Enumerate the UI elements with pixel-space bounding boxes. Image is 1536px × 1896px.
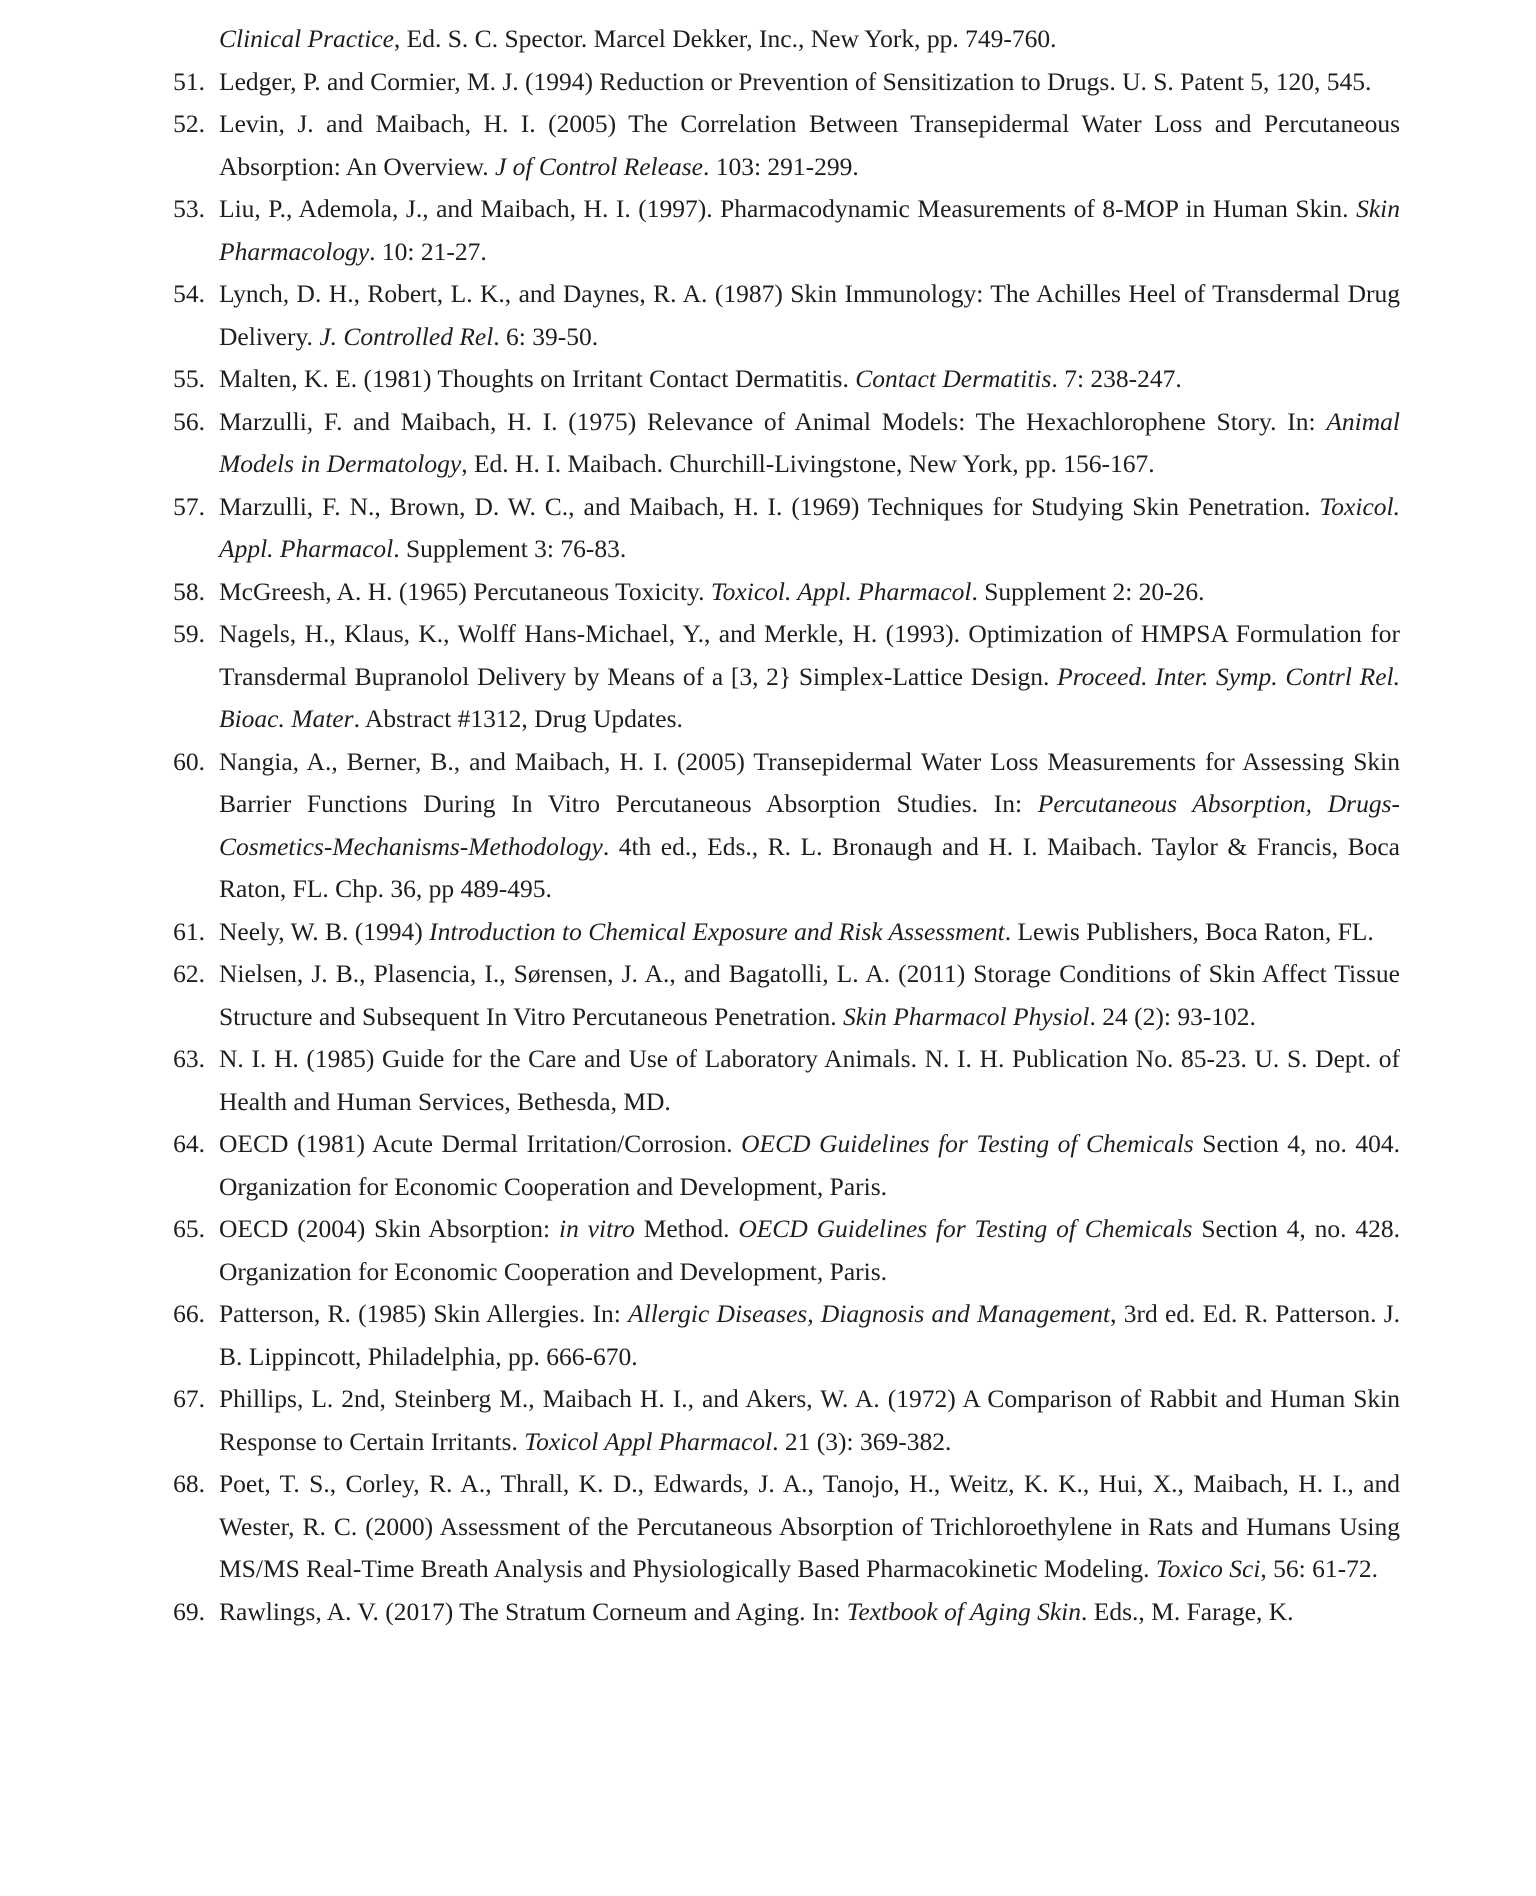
reference-entry (140, 953, 1400, 1038)
reference-segment: Patterson, R. (1985) Skin Allergies. In: (219, 1299, 629, 1328)
reference-number: 53. (173, 194, 205, 223)
reference-segment: . 6: 39-50. (493, 321, 599, 351)
reference-text (219, 486, 1400, 571)
reference-number: 59. (173, 619, 205, 648)
reference-entry (140, 741, 1400, 911)
reference-text (219, 1208, 1400, 1293)
reference-entry (140, 188, 1400, 273)
reference-segment: . Eds., M. Farage, K. (1081, 1596, 1294, 1626)
reference-entry (140, 61, 1400, 104)
reference-text (219, 953, 1400, 1038)
reference-entry (140, 103, 1400, 188)
reference-segment: Marzulli, F. and Maibach, H. I. (1975) Relevance of Animal Models: The Hexachlorophene Story. In: (219, 406, 1327, 436)
reference-text (219, 358, 1400, 401)
reference-italic-segment: Toxico Sci (1155, 1554, 1261, 1583)
reference-segment: OECD (2004) Skin Absorption: (219, 1214, 559, 1243)
reference-entry (140, 1038, 1400, 1123)
reference-entry (140, 18, 1400, 61)
reference-entry (140, 1591, 1400, 1634)
reference-entry (140, 358, 1400, 401)
reference-text (219, 911, 1400, 954)
reference-segment: . 4th ed., Eds., R. L. Bronaugh and H. I. Maibach. Taylor & Francis, Boca Raton, FL. Chp. 36, pp 489-495. (219, 831, 1400, 903)
reference-italic-segment: in vitro (559, 1214, 635, 1243)
reference-segment: . Supplement 2: 20-26. (971, 576, 1205, 606)
reference-number: 68. (173, 1469, 205, 1498)
reference-number: 62. (173, 959, 205, 988)
reference-segment: . Lewis Publishers, Boca Raton, FL. (1004, 916, 1374, 946)
reference-segment: McGreesh, A. H. (1965) Percutaneous Toxicity. (219, 576, 711, 606)
reference-italic-segment: Toxicol. Appl. Pharmacol (219, 491, 1400, 563)
reference-segment: . Supplement 3: 76-83. (393, 534, 627, 563)
reference-number: 60. (173, 746, 205, 776)
reference-entry (140, 571, 1400, 614)
reference-italic-segment: Toxicol. Appl. Pharmacol (710, 576, 972, 606)
reference-text (219, 1038, 1400, 1123)
reference-segment: Lynch, D. H., Robert, L. K., and Daynes, R. A. (1987) Skin Immunology: The Achilles Heel of Transdermal Drug Delivery. (219, 279, 1400, 351)
reference-number: 58. (173, 576, 205, 606)
reference-segment: . 21 (3): 369-382. (772, 1426, 952, 1456)
reference-text (219, 103, 1400, 188)
reference-italic-segment: Percutaneous Absorption, Drugs-Cosmetics-Mechanisms-Methodology (219, 789, 1400, 861)
reference-segment: . 7: 238-247. (1051, 364, 1182, 393)
reference-segment: Phillips, L. 2nd, Steinberg M., Maibach H. I., and Akers, W. A. (1972) A Comparison of Rabbit and Human Skin Response to Certain Irritants. (219, 1384, 1400, 1456)
reference-number: 61. (173, 916, 205, 946)
reference-segment: Malten, K. E. (1981) Thoughts on Irritant Contact Dermatitis. (219, 364, 856, 393)
reference-number: 52. (173, 109, 205, 138)
reference-italic-segment: J. Controlled Rel (319, 321, 494, 351)
reference-entry (140, 401, 1400, 486)
reference-number: 55. (173, 364, 205, 393)
reference-italic-segment: Toxicol Appl Pharmacol (524, 1426, 773, 1456)
reference-italic-segment: Skin Pharmacology (219, 194, 1400, 266)
reference-text (219, 273, 1400, 358)
reference-segment: Section 4, no. 404. Organization for Economic Cooperation and Development, Paris. (219, 1129, 1400, 1201)
reference-segment: Marzulli, F. N., Brown, D. W. C., and Maibach, H. I. (1969) Techniques for Studying Skin Penetration. (219, 491, 1320, 521)
reference-number: 69. (173, 1596, 205, 1626)
reference-text (219, 1123, 1400, 1208)
reference-number: 64. (173, 1129, 205, 1158)
reference-entry (140, 1208, 1400, 1293)
reference-entry (140, 1123, 1400, 1208)
reference-segment: . 24 (2): 93-102. (1089, 1001, 1256, 1031)
reference-number: 63. (173, 1044, 205, 1073)
reference-segment: . 10: 21-27. (369, 236, 487, 266)
reference-segment: Poet, T. S., Corley, R. A., Thrall, K. D., Edwards, J. A., Tanojo, H., Weitz, K. K., Hui, X., Maibach, H. I., and Wester, R. C. (2000) Assessment of the Percutaneous Absorption of Trichloroethylene in Rats and Humans Using MS/MS Real-Time Breath Analysis and Physiologically Based Pharmacokinetic Modeling. (219, 1469, 1400, 1583)
reference-segment: . 103: 291-299. (702, 151, 859, 181)
reference-number: 51. (173, 66, 205, 96)
reference-text (219, 18, 1400, 61)
reference-entry (140, 273, 1400, 358)
reference-italic-segment: Introduction to Chemical Exposure and Risk Assessment (429, 916, 1005, 946)
reference-segment: , 56: 61-72. (1260, 1554, 1378, 1583)
reference-segment: Liu, P., Ademola, J., and Maibach, H. I. (1997). Pharmacodynamic Measurements of 8-MOP in Human Skin. (219, 194, 1357, 223)
reference-italic-segment: Skin Pharmacol Physiol (843, 1001, 1090, 1031)
reference-segment: Rawlings, A. V. (2017) The Stratum Corneum and Aging. In: (219, 1596, 847, 1626)
reference-segment: Levin, J. and Maibach, H. I. (2005) The Correlation Between Transepidermal Water Loss and Percutaneous Absorption: An Overview. (219, 109, 1400, 181)
reference-segment: , 3rd ed. Ed. R. Patterson. J. B. Lippincott, Philadelphia, pp. 666-670. (219, 1299, 1400, 1371)
reference-segment: Nielsen, J. B., Plasencia, I., Sørensen, J. A., and Bagatolli, L. A. (2011) Storage Conditions of Skin Affect Tissue Structure and Subsequent In Vitro Percutaneous Penetration. (219, 959, 1400, 1031)
reference-text (219, 1591, 1400, 1634)
reference-number: 66. (173, 1299, 205, 1328)
reference-text (219, 1463, 1400, 1591)
reference-entry (140, 1378, 1400, 1463)
reference-segment: , Ed. H. I. Maibach. Churchill-Livingstone, New York, pp. 156-167. (461, 449, 1155, 478)
reference-number: 54. (173, 279, 205, 308)
reference-segment: N. I. H. (1985) Guide for the Care and Use of Laboratory Animals. N. I. H. Publication No. 85-23. U. S. Dept. of Health and Human Services, Bethesda, MD. (219, 1044, 1400, 1116)
reference-segment: Nangia, A., Berner, B., and Maibach, H. I. (2005) Transepidermal Water Loss Measurements for Assessing Skin Barrier Functions During In Vitro Percutaneous Absorption Studies. In: (219, 746, 1400, 818)
reference-text (219, 571, 1400, 614)
reference-text (219, 613, 1400, 741)
reference-segment: Method. (634, 1214, 739, 1243)
reference-text (219, 188, 1400, 273)
reference-italic-segment: Clinical Practice (219, 24, 394, 53)
reference-number: 56. (173, 406, 205, 436)
reference-segment: , Ed. S. C. Spector. Marcel Dekker, Inc., New York, pp. 749-760. (393, 24, 1057, 53)
reference-italic-segment: Proceed. Inter. Symp. Contrl Rel. Bioac. Mater (219, 661, 1400, 733)
reference-italic-segment: Allergic Diseases, Diagnosis and Management (628, 1299, 1111, 1328)
reference-italic-segment: OECD Guidelines for Testing of Chemicals (738, 1214, 1193, 1243)
reference-segment: Nagels, H., Klaus, K., Wolff Hans-Michael, Y., and Merkle, H. (1993). Optimization of HMPSA Formulation for Transdermal Bupranolol Delivery by Means of a [3, 2} Simplex-Lattice Design. (219, 619, 1400, 691)
reference-number: 57. (173, 491, 205, 521)
reference-segment: OECD (1981) Acute Dermal Irritation/Corrosion. (219, 1129, 742, 1158)
reference-text (219, 401, 1400, 486)
reference-entry (140, 613, 1400, 741)
reference-italic-segment: OECD Guidelines for Testing of Chemicals (741, 1129, 1194, 1158)
reference-entry (140, 1293, 1400, 1378)
reference-entry (140, 486, 1400, 571)
reference-text (219, 1293, 1400, 1378)
reference-list (140, 18, 1400, 1633)
reference-segment: . Abstract #1312, Drug Updates. (353, 704, 683, 733)
reference-segment: Neely, W. B. (1994) (219, 916, 430, 946)
reference-segment: Section 4, no. 428. Organization for Economic Cooperation and Development, Paris. (219, 1214, 1400, 1286)
reference-text (219, 741, 1400, 911)
reference-italic-segment: Animal Models in Dermatology (219, 406, 1400, 478)
reference-italic-segment: Contact Dermatitis (855, 364, 1052, 393)
reference-segment: Ledger, P. and Cormier, M. J. (1994) Reduction or Prevention of Sensitization to Drugs. U. S. Patent 5, 120, 545. (219, 66, 1372, 96)
reference-number: 67. (173, 1384, 205, 1413)
reference-number: 65. (173, 1214, 205, 1243)
reference-entry (140, 911, 1400, 954)
reference-italic-segment: Textbook of Aging Skin (846, 1596, 1082, 1626)
reference-entry (140, 1463, 1400, 1591)
reference-text (219, 61, 1400, 104)
reference-italic-segment: J of Control Release (494, 151, 703, 181)
reference-text (219, 1378, 1400, 1463)
